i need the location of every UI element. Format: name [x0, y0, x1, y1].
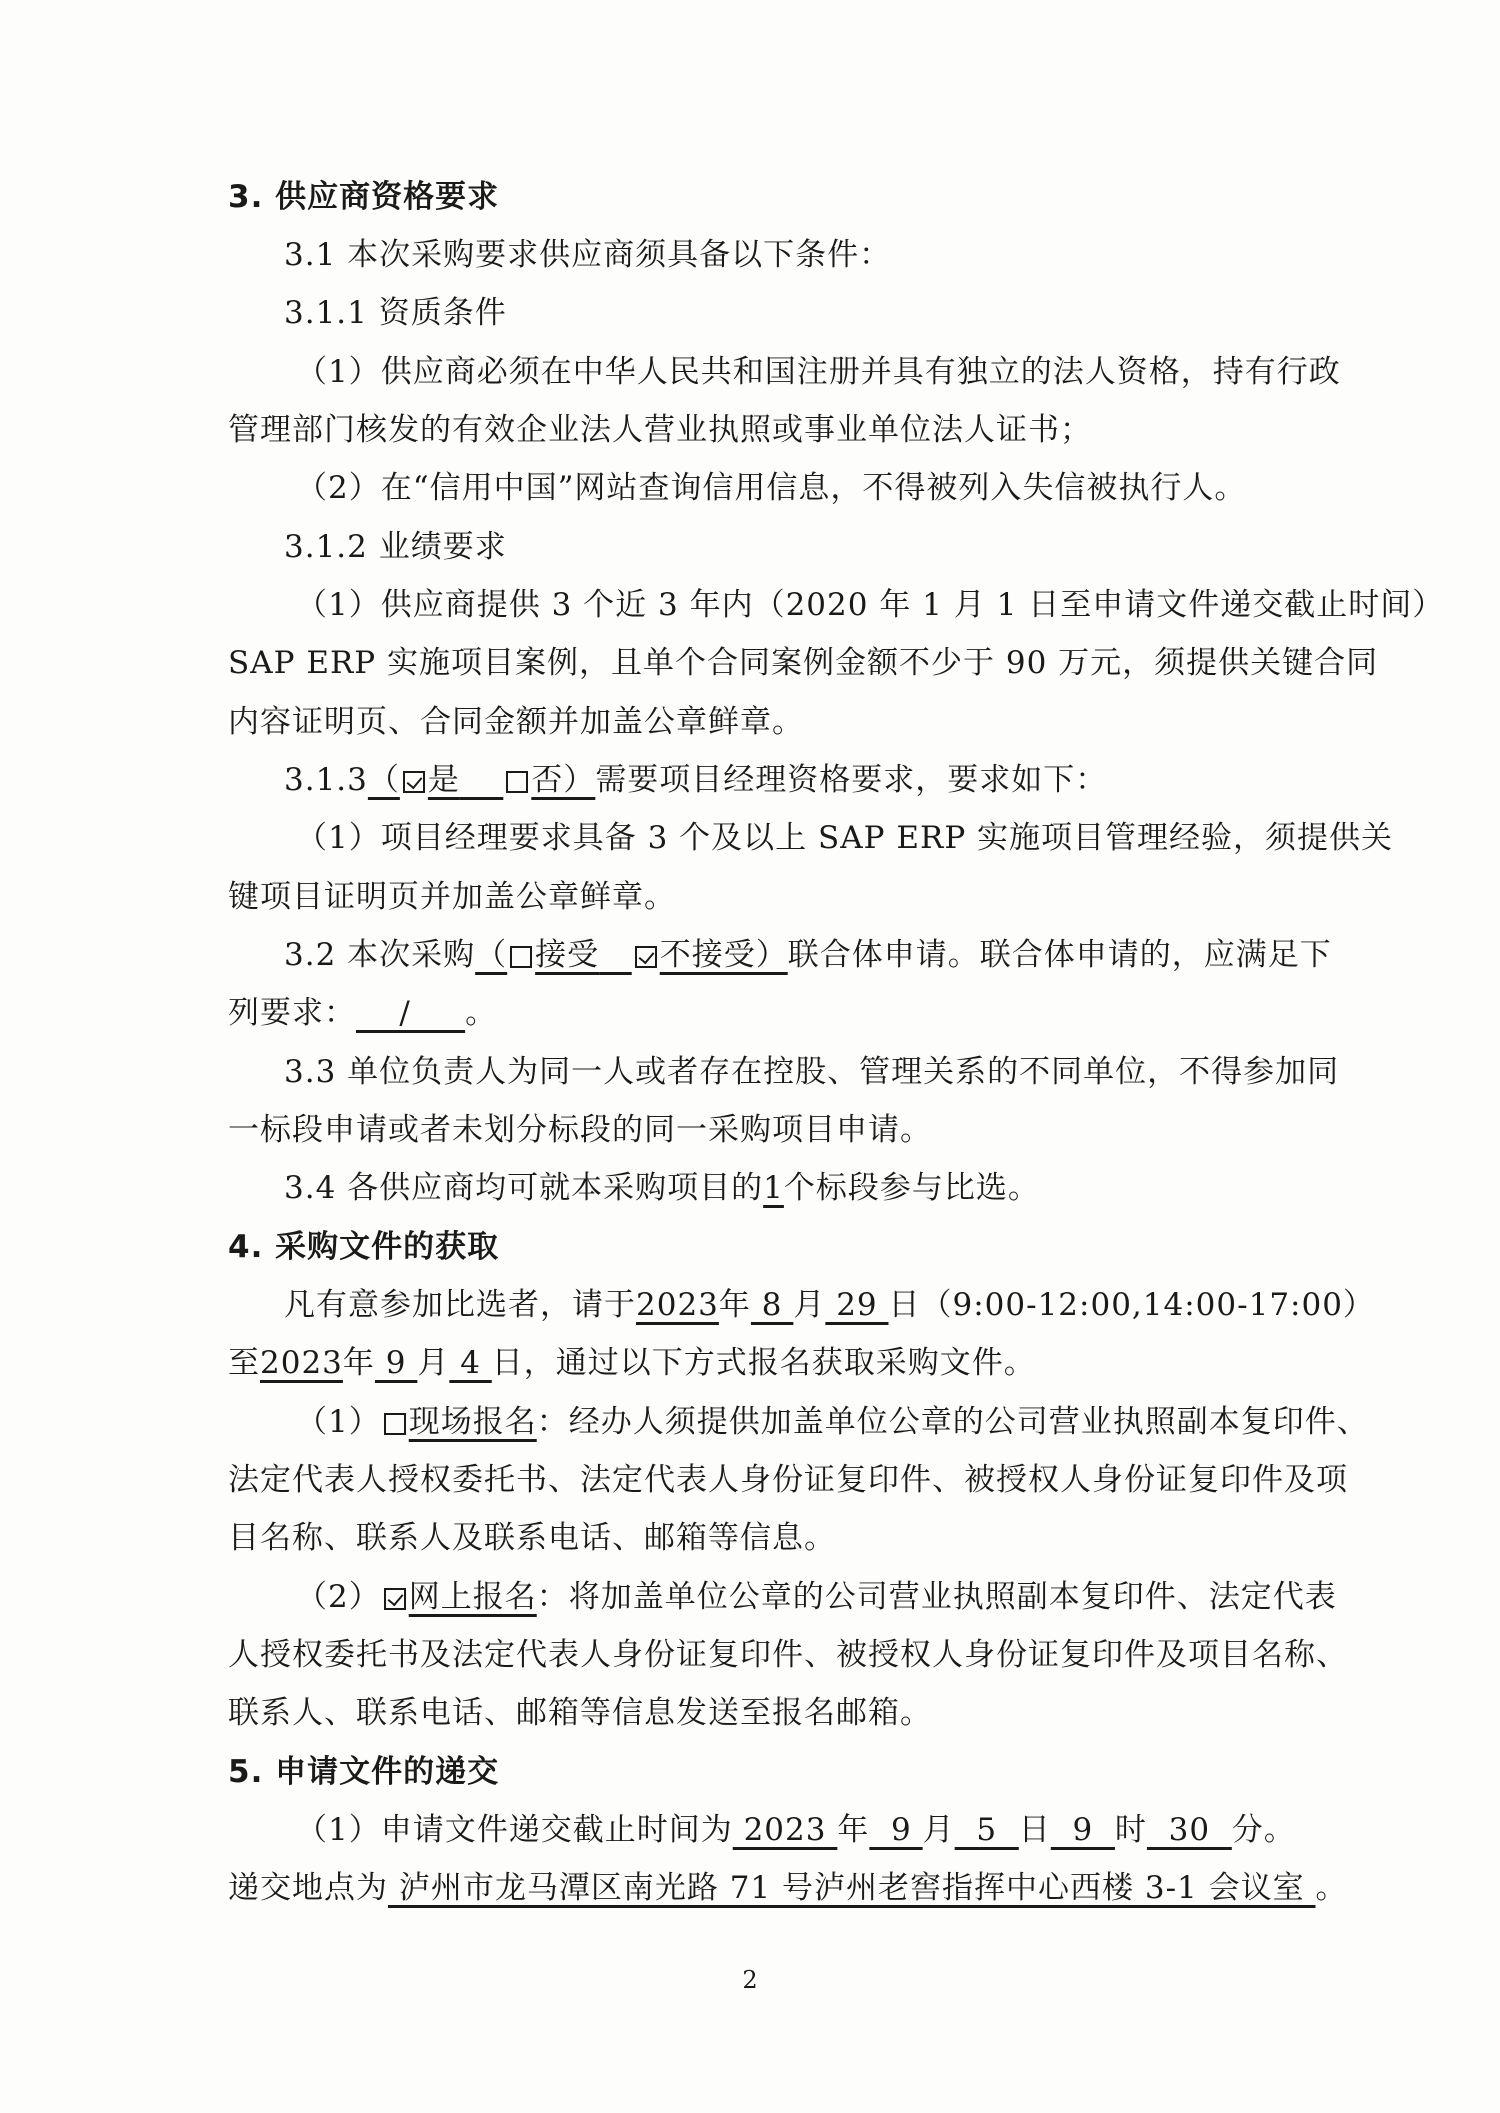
- option-accept: 接受: [535, 937, 600, 973]
- text: ：将加盖单位公章的公司营业执照副本复印件、法定代表: [536, 1579, 1337, 1615]
- checked-box-icon: [403, 771, 425, 793]
- open-paren: （: [367, 762, 400, 798]
- text: 递交地点为: [228, 1870, 388, 1906]
- text: 年: [342, 1345, 375, 1381]
- text: 凡有意参加比选者，请于: [284, 1287, 636, 1323]
- acquisition-period-line-b: [228, 1343, 1288, 1383]
- clause-3-1-3-text: 需要项目经理资格要求，要求如下：: [595, 762, 1108, 798]
- unchecked-box-icon: [384, 1413, 406, 1435]
- start-month: 8: [750, 1287, 794, 1323]
- manager-1-line-b: 键项目证明页并加盖公章鲜章。: [228, 879, 676, 915]
- end-day: 4: [449, 1345, 492, 1381]
- clause-3-1: 3.1 本次采购要求供应商须具备以下条件：: [284, 237, 892, 273]
- clause-3-1-3: [284, 760, 1344, 800]
- clause-3-1-2: 3.1.2 业绩要求: [284, 529, 507, 565]
- acquisition-period-line-a: [284, 1285, 1375, 1325]
- clause-3-3-line-b: 一标段申请或者未划分标段的同一采购项目申请。: [228, 1112, 932, 1148]
- checked-box-icon: [635, 946, 657, 968]
- section-3-title: 3. 供应商资格要求: [228, 179, 500, 215]
- deadline-hour: 9: [1050, 1812, 1115, 1848]
- checked-box-icon: [384, 1588, 406, 1610]
- qualification-2: （2）在“信用中国”网站查询信用信息，不得被列入失信被执行人。: [296, 470, 1247, 506]
- deadline-minute: 30: [1146, 1812, 1232, 1848]
- clause-3-4-suffix: 个标段参与比选。: [783, 1170, 1040, 1206]
- qualification-1-line-b: 管理部门核发的有效企业法人营业执照或事业单位法人证书；: [228, 412, 1092, 448]
- performance-1-line-c: 内容证明页、合同金额并加盖公章鲜章。: [228, 704, 804, 740]
- deadline-day: 5: [954, 1812, 1019, 1848]
- text: 时: [1114, 1812, 1147, 1848]
- option-no: 否）: [531, 762, 596, 798]
- clause-3-2: [284, 935, 1344, 975]
- text: 日: [1018, 1812, 1051, 1848]
- page-number: 2: [742, 1966, 758, 1994]
- registration-online-line-b: 人授权委托书及法定代表人身份证复印件、被授权人身份证复印件及项目名称、: [228, 1637, 1348, 1673]
- text: 年: [837, 1812, 870, 1848]
- start-year: 2023: [636, 1287, 719, 1323]
- end-year: 2023: [260, 1345, 343, 1381]
- text: 日（9:00-12:00,14:00-17:00）: [888, 1287, 1375, 1323]
- clause-3-4: [284, 1168, 1344, 1208]
- text: （1）申请文件递交截止时间为: [296, 1812, 733, 1848]
- lot-count: 1: [763, 1170, 784, 1206]
- registration-onsite-line-b: 法定代表人授权委托书、法定代表人身份证复印件、被授权人身份证复印件及项: [228, 1462, 1348, 1498]
- consortium-options: [475, 937, 788, 973]
- onsite-registration-label: 现场报名: [408, 1404, 537, 1440]
- open-paren: （: [475, 937, 508, 973]
- unchecked-box-icon: [510, 946, 532, 968]
- performance-1-line-a: （1）供应商提供 3 个近 3 年内（2020 年 1 月 1 日至申请文件递交截止时间）: [296, 587, 1445, 623]
- clause-3-2-prefix: 3.2 本次采购: [284, 937, 476, 973]
- text: 至: [228, 1345, 260, 1381]
- text: 分。: [1231, 1812, 1296, 1848]
- registration-online-line-c: 联系人、联系电话、邮箱等信息发送至报名邮箱。: [228, 1695, 932, 1731]
- registration-online-line-a: [296, 1577, 1356, 1617]
- text: ：经办人须提供加盖单位公章的公司营业执照副本复印件、: [536, 1404, 1369, 1440]
- unchecked-box-icon: [506, 771, 528, 793]
- clause-3-1-1: 3.1.1 资质条件: [284, 295, 507, 331]
- submission-deadline: [296, 1810, 1356, 1850]
- section-4-title: 4. 采购文件的获取: [228, 1229, 500, 1265]
- clause-3-2-suffix: 联合体申请。联合体申请的，应满足下: [787, 937, 1332, 973]
- clause-3-1-3-number: 3.1.3: [284, 762, 368, 798]
- text: （2）: [296, 1579, 381, 1615]
- period: 。: [465, 995, 498, 1031]
- end-month: 9: [374, 1345, 418, 1381]
- submission-location: [228, 1868, 1348, 1908]
- submission-address: 泸州市龙马潭区南光路 71 号泸州老窖指挥中心西楼 3-1 会议室: [388, 1870, 1316, 1906]
- option-yes: 是: [427, 762, 460, 798]
- text: 月: [922, 1812, 955, 1848]
- manager-1-line-a: （1）项目经理要求具备 3 个及以上 SAP ERP 实施项目管理经验，须提供关: [296, 820, 1394, 856]
- clause-3-3-line-a: 3.3 单位负责人为同一人或者存在控股、管理关系的不同单位，不得参加同: [284, 1054, 1340, 1090]
- text: 月: [417, 1345, 450, 1381]
- deadline-year: 2023: [732, 1812, 838, 1848]
- text: 月: [793, 1287, 826, 1323]
- registration-onsite-line-a: [296, 1402, 1369, 1442]
- registration-onsite-line-c: 目名称、联系人及联系电话、邮箱等信息。: [228, 1520, 836, 1556]
- text: 年: [718, 1287, 751, 1323]
- clause-3-2-line-b: [228, 993, 1288, 1033]
- text: （1）: [296, 1404, 381, 1440]
- start-day: 29: [825, 1287, 889, 1323]
- section-5-title: 5. 申请文件的递交: [228, 1754, 500, 1790]
- online-registration-label: 网上报名: [408, 1579, 537, 1615]
- deadline-month: 9: [869, 1812, 923, 1848]
- requirements-label: 列要求：: [228, 995, 356, 1031]
- option-reject: 不接受）: [659, 937, 788, 973]
- clause-3-4-prefix: 3.4 各供应商均可就本采购项目的: [284, 1170, 764, 1206]
- text: 。: [1315, 1870, 1348, 1906]
- performance-1-line-b: SAP ERP 实施项目案例，且单个合同案例金额不少于 90 万元，须提供关键合同: [228, 645, 1379, 681]
- requirements-value: /: [356, 995, 466, 1031]
- text: 日，通过以下方式报名获取采购文件。: [491, 1345, 1036, 1381]
- pm-requirement-options: [368, 762, 595, 798]
- qualification-1-line-a: （1）供应商必须在中华人民共和国注册并具有独立的法人资格，持有行政: [296, 354, 1341, 390]
